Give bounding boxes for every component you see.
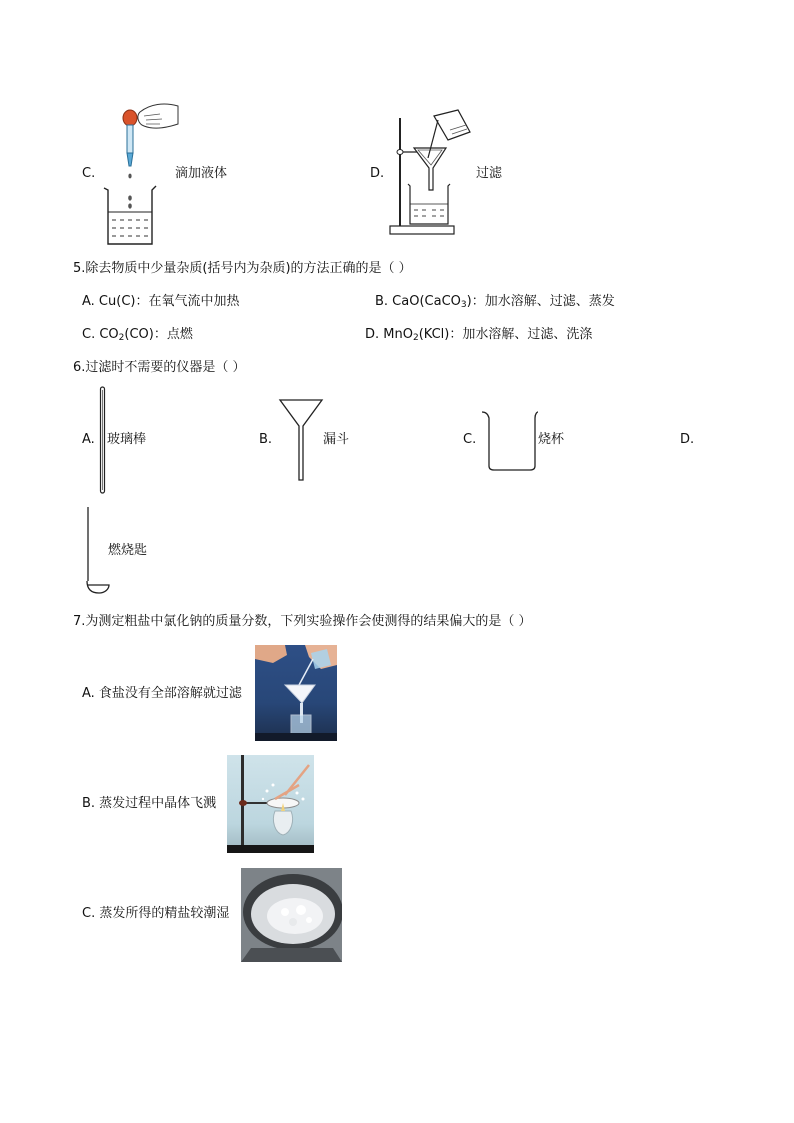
funnel-icon [278, 398, 324, 482]
q6-option-b-label: 漏斗 [323, 432, 350, 447]
q4-option-d-label: 过滤 [476, 166, 503, 181]
q4-option-c-label: 滴加液体 [175, 166, 228, 181]
filtration-apparatus-illustration [388, 108, 478, 238]
q5-option-d: D. MnO$_2$(KCl)：加水溶解、过滤、洗涤 [365, 327, 593, 343]
evaporation-photo [227, 755, 314, 853]
q5-option-c: C. $CO_2(CO)$：点燃 [82, 327, 193, 343]
q6-option-d-label: 燃烧匙 [108, 543, 148, 558]
beaker-icon [480, 408, 540, 472]
q5-option-b: B. CaO(CaCO$_3$)：加水溶解、过滤、蒸发 [375, 294, 615, 310]
glass-rod-icon [99, 386, 107, 496]
q4-option-d-letter: D. [370, 166, 385, 181]
q4-option-c-letter: C. [82, 166, 96, 181]
q6-option-c-letter: C. [463, 432, 477, 447]
q6-stem: 6.过滤时不需要的仪器是（ ） [73, 360, 246, 375]
q5-option-a: A. Cu(C)：在氧气流中加热 [82, 294, 240, 309]
q6-option-d-letter: D. [680, 432, 695, 447]
q7-option-b: B. 蒸发过程中晶体飞溅 [82, 796, 217, 811]
q7-option-c: C. 蒸发所得的精盐较潮湿 [82, 906, 230, 921]
q7-stem: 7.为测定粗盐中氯化钠的质量分数，下列实验操作会使测得的结果偏大的是（ ） [73, 614, 532, 629]
q6-option-a-label: 玻璃棒 [107, 432, 147, 447]
q6-option-a-letter: A. [82, 432, 95, 447]
q7-option-a: A. 食盐没有全部溶解就过滤 [82, 686, 242, 701]
q5-stem: 5.除去物质中少量杂质(括号内为杂质)的方法正确的是（ ） [73, 261, 412, 276]
salt-dish-photo [241, 868, 342, 962]
filtering-photo [255, 645, 337, 741]
q6-option-b-letter: B. [259, 432, 273, 447]
q6-option-c-label: 烧杯 [538, 432, 565, 447]
